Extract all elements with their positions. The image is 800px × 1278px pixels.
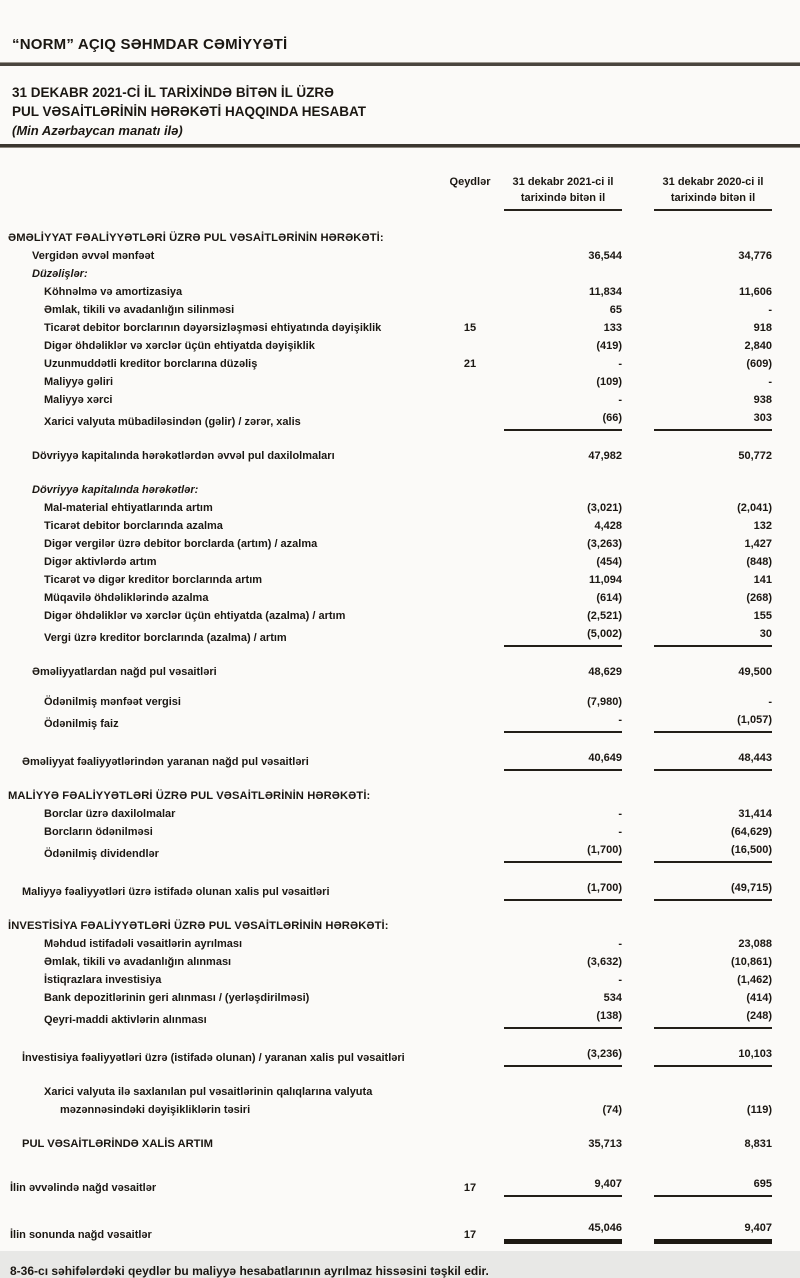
table-row <box>8 319 772 337</box>
row-label: Uzunmuddətli kreditor borclarına düzəliş <box>44 358 258 370</box>
report-title-line-2: PUL VƏSAİTLƏRİNİN HƏRƏKƏTİ HAQQINDA HESABAT <box>12 104 367 119</box>
table-row <box>8 805 772 823</box>
row-value-2021: (3,236) <box>504 1045 622 1067</box>
row-label: Borclar üzrə daxilolmalar <box>44 808 176 820</box>
row-value-2020: 48,443 <box>654 749 772 771</box>
row-label: Borcların ödənilməsi <box>44 826 153 838</box>
table-row <box>8 589 772 607</box>
row-label: İstiqrazlara investisiya <box>44 974 162 986</box>
row-value-2021: 45,046 <box>504 1219 622 1244</box>
row-label: MALİYYƏ FƏALİYYƏTLƏRİ ÜZRƏ PUL VƏSAİTLƏRİNİN HƏRƏKƏTİ: <box>8 790 371 802</box>
row-label: Əməliyyat fəaliyyətlərindən yaranan nağd pul vəsaitləri <box>22 756 309 768</box>
row-value-2021: (1,700) <box>504 879 622 901</box>
row-value-2021: - <box>504 711 622 733</box>
row-value-2020: - <box>768 376 772 388</box>
table-row <box>8 265 772 283</box>
row-note: 17 <box>463 1229 477 1241</box>
row-label: ƏMƏLİYYAT FƏALİYYƏTLƏRİ ÜZRƏ PUL VƏSAİTLƏRİNİN HƏRƏKƏTİ: <box>8 232 384 244</box>
row-value-2021: (3,021) <box>587 502 622 514</box>
table-row <box>8 409 772 431</box>
row-value-2020: 11,606 <box>738 286 772 298</box>
year-2021-header-line-1: 31 dekabr 2021-ci il <box>512 176 614 188</box>
table-row <box>8 337 772 355</box>
table-row <box>8 823 772 841</box>
row-label: Ticarət debitor borclarında azalma <box>44 520 223 532</box>
row-value-2020: 155 <box>753 610 772 622</box>
footer-note: 8-36-cı səhifələrdəki qeydlər bu maliyyə hesabatlarının ayrılmaz hissəsini təşkil edir. <box>10 1264 489 1278</box>
row-value-2021: 65 <box>609 304 622 316</box>
row-label: Dövriyyə kapitalında hərəkətlər: <box>32 484 199 496</box>
row-value-2020: (609) <box>746 358 772 370</box>
table-row <box>8 247 772 265</box>
row-value-2020: (10,861) <box>731 956 772 968</box>
row-value-2020: 2,840 <box>744 340 772 352</box>
row-value-2021: (614) <box>596 592 622 604</box>
row-value-2021: - <box>618 808 622 820</box>
table-row <box>8 787 772 805</box>
year-2021-header-line-2: tarixində bitən il <box>520 192 606 204</box>
row-value-2021: (5,002) <box>504 625 622 647</box>
row-value-2020: (414) <box>746 992 772 1004</box>
table-row <box>8 1007 772 1029</box>
row-value-2021: - <box>618 974 622 986</box>
table-row <box>8 1045 772 1067</box>
row-value-2020: (16,500) <box>654 841 772 863</box>
year-2020-header-line-1: 31 dekabr 2020-ci il <box>662 176 764 188</box>
row-label: Mal-material ehtiyatlarında artım <box>44 502 213 514</box>
table-row <box>8 1135 772 1153</box>
row-value-2021: 11,834 <box>588 286 622 298</box>
row-value-2020: (268) <box>746 592 772 604</box>
row-value-2020: 8,831 <box>744 1138 772 1150</box>
row-value-2020: 132 <box>753 520 772 532</box>
row-label: Digər aktivlərdə artım <box>44 556 157 568</box>
table-row <box>8 481 772 499</box>
row-value-2020: - <box>768 304 772 316</box>
row-value-2021: 36,544 <box>588 250 622 262</box>
row-value-2020: 938 <box>753 394 772 406</box>
row-value-2021: 11,094 <box>588 574 622 586</box>
table-row <box>8 373 772 391</box>
table-row <box>8 391 772 409</box>
table-row <box>8 301 772 319</box>
row-value-2021: (419) <box>596 340 622 352</box>
table-row <box>8 989 772 1007</box>
row-value-2021: 4,428 <box>594 520 622 532</box>
row-value-2021: 35,713 <box>588 1138 622 1150</box>
row-value-2021: 534 <box>603 992 622 1004</box>
row-value-2020: 141 <box>753 574 772 586</box>
row-value-2021: (454) <box>596 556 622 568</box>
row-label: İlin sonunda nağd vəsaitlər <box>10 1229 152 1241</box>
row-label: Ödənilmiş mənfəət vergisi <box>44 696 181 708</box>
year-2020-column-header <box>654 174 772 211</box>
row-value-2020: 34,776 <box>738 250 772 262</box>
row-value-2021: (74) <box>602 1104 622 1116</box>
row-value-2020: (2,041) <box>737 502 772 514</box>
row-value-2020: 303 <box>654 409 772 431</box>
row-value-2020: 30 <box>654 625 772 647</box>
table-row <box>8 971 772 989</box>
row-label: Maliyyə gəliri <box>44 376 114 388</box>
notes-column-header: Qeydlər <box>449 176 491 188</box>
row-value-2021: (2,521) <box>587 610 622 622</box>
row-value-2021: - <box>618 938 622 950</box>
year-2021-column-header <box>504 174 622 211</box>
title-divider <box>0 144 800 148</box>
row-value-2020: - <box>768 696 772 708</box>
row-label: İlin əvvəlində nağd vəsaitlər <box>10 1182 157 1194</box>
table-row <box>8 517 772 535</box>
table-row <box>8 693 772 711</box>
row-value-2021: (3,632) <box>587 956 622 968</box>
table-row <box>8 879 772 901</box>
table-row <box>8 535 772 553</box>
row-label: Vergidən əvvəl mənfəət <box>32 250 155 262</box>
row-value-2020: 1,427 <box>744 538 772 550</box>
table-row <box>8 625 772 647</box>
row-label: Xarici valyuta ilə saxlanılan pul vəsaitlərinin qalıqlarına valyuta məzənnəsindəki dəyişikliklərin təsiri <box>44 1086 373 1116</box>
row-label: Digər vergilər üzrə debitor borclarda (artım) / azalma <box>44 538 318 550</box>
row-label: Bank depozitlərinin geri alınması / (yerləşdirilməsi) <box>44 992 310 1004</box>
row-value-2021: - <box>618 394 622 406</box>
table-row <box>8 553 772 571</box>
company-name: “NORM” AÇIQ SƏHMDAR CƏMİYYƏTİ <box>12 36 288 53</box>
header-divider <box>0 62 800 66</box>
year-2020-header-line-2: tarixində bitən il <box>670 192 756 204</box>
row-value-2020: 10,103 <box>654 1045 772 1067</box>
row-value-2020: 31,414 <box>738 808 772 820</box>
row-label: Digər öhdəliklər və xərclər üçün ehtiyatda (azalma) / artım <box>44 610 346 622</box>
row-value-2020: (119) <box>746 1104 772 1116</box>
row-label: Əmlak, tikili və avadanlığın silinməsi <box>44 304 235 316</box>
report-title-line-1: 31 DEKABR 2021-Cİ İL TARİXİNDƏ BİTƏN İL ÜZRƏ <box>12 85 334 100</box>
currency-note: (Min Azərbaycan manatı ilə) <box>12 123 183 138</box>
row-label: Digər öhdəliklər və xərclər üçün ehtiyatda dəyişiklik <box>44 340 315 352</box>
row-value-2021: 9,407 <box>504 1175 622 1197</box>
row-value-2021: (138) <box>504 1007 622 1029</box>
row-label: İNVESTİSİYA FƏALİYYƏTLƏRİ ÜZRƏ PUL VƏSAİTLƏRİNİN HƏRƏKƏTİ: <box>8 920 389 932</box>
row-label: Ticarət debitor borclarının dəyərsizləşməsi ehtiyatında dəyişiklik <box>44 322 382 334</box>
row-note: 15 <box>463 322 477 334</box>
row-label: Dövriyyə kapitalında hərəkətlərdən əvvəl pul daxilolmaları <box>32 450 335 462</box>
row-label: Düzəlişlər: <box>32 268 88 280</box>
row-value-2021: - <box>618 358 622 370</box>
row-note: 17 <box>463 1182 477 1194</box>
row-label: Ödənilmiş dividendlər <box>44 848 159 860</box>
row-label: Qeyri-maddi aktivlərin alınması <box>44 1014 207 1026</box>
row-value-2021: (7,980) <box>587 696 622 708</box>
table-body <box>8 229 772 1244</box>
row-value-2021: (3,263) <box>587 538 622 550</box>
row-value-2020: 918 <box>753 322 772 334</box>
table-row <box>8 283 772 301</box>
table-row <box>8 571 772 589</box>
table-row <box>8 229 772 247</box>
table-row <box>8 935 772 953</box>
row-value-2021: (1,700) <box>504 841 622 863</box>
table-row <box>8 711 772 733</box>
table-row <box>8 1219 772 1244</box>
table-row <box>8 1175 772 1197</box>
row-value-2021: 47,982 <box>588 450 622 462</box>
row-value-2020: (248) <box>654 1007 772 1029</box>
table-row <box>8 749 772 771</box>
row-label: Xarici valyuta mübadiləsindən (gəlir) / zərər, xalis <box>44 416 301 428</box>
row-label: İnvestisiya fəaliyyətləri üzrə (istifadə olunan) / yaranan xalis pul vəsaitləri <box>22 1052 405 1064</box>
row-label: Ticarət və digər kreditor borclarında artım <box>44 574 263 586</box>
row-value-2020: (1,057) <box>654 711 772 733</box>
row-label: Əmlak, tikili və avadanlığın alınması <box>44 956 232 968</box>
row-value-2020: 9,407 <box>654 1219 772 1244</box>
table-column-headers <box>8 174 772 211</box>
table-row <box>8 1083 772 1119</box>
row-value-2020: (1,462) <box>737 974 772 986</box>
table-row <box>8 499 772 517</box>
table-row <box>8 607 772 625</box>
table-row <box>8 953 772 971</box>
row-value-2020: 50,772 <box>738 450 772 462</box>
table-row <box>8 447 772 465</box>
table-row <box>8 841 772 863</box>
row-value-2020: 23,088 <box>738 938 772 950</box>
row-label: PUL VƏSAİTLƏRİNDƏ XALİS ARTIM <box>22 1138 213 1150</box>
table-row <box>8 917 772 935</box>
row-value-2020: 49,500 <box>738 666 772 678</box>
row-value-2021: - <box>618 826 622 838</box>
row-value-2021: (109) <box>596 376 622 388</box>
row-value-2020: (848) <box>746 556 772 568</box>
row-label: Müqavilə öhdəliklərində azalma <box>44 592 209 604</box>
table-row <box>8 355 772 373</box>
row-value-2020: (64,629) <box>731 826 772 838</box>
row-label: Əməliyyatlardan nağd pul vəsaitləri <box>32 666 217 678</box>
row-label: Maliyyə xərci <box>44 394 113 406</box>
row-label: Ödənilmiş faiz <box>44 718 119 730</box>
row-value-2021: (66) <box>504 409 622 431</box>
row-label: Vergi üzrə kreditor borclarında (azalma) / artım <box>44 632 287 644</box>
row-value-2021: 133 <box>603 322 622 334</box>
row-note: 21 <box>463 358 477 370</box>
row-value-2021: 40,649 <box>504 749 622 771</box>
row-label: Maliyyə fəaliyyətləri üzrə istifadə olunan xalis pul vəsaitləri <box>22 886 330 898</box>
row-value-2020: (49,715) <box>654 879 772 901</box>
row-value-2020: 695 <box>654 1175 772 1197</box>
row-value-2021: 48,629 <box>588 666 622 678</box>
row-label: Məhdud istifadəli vəsaitlərin ayrılması <box>44 938 243 950</box>
row-label: Köhnəlmə və amortizasiya <box>44 286 183 298</box>
table-row <box>8 663 772 681</box>
